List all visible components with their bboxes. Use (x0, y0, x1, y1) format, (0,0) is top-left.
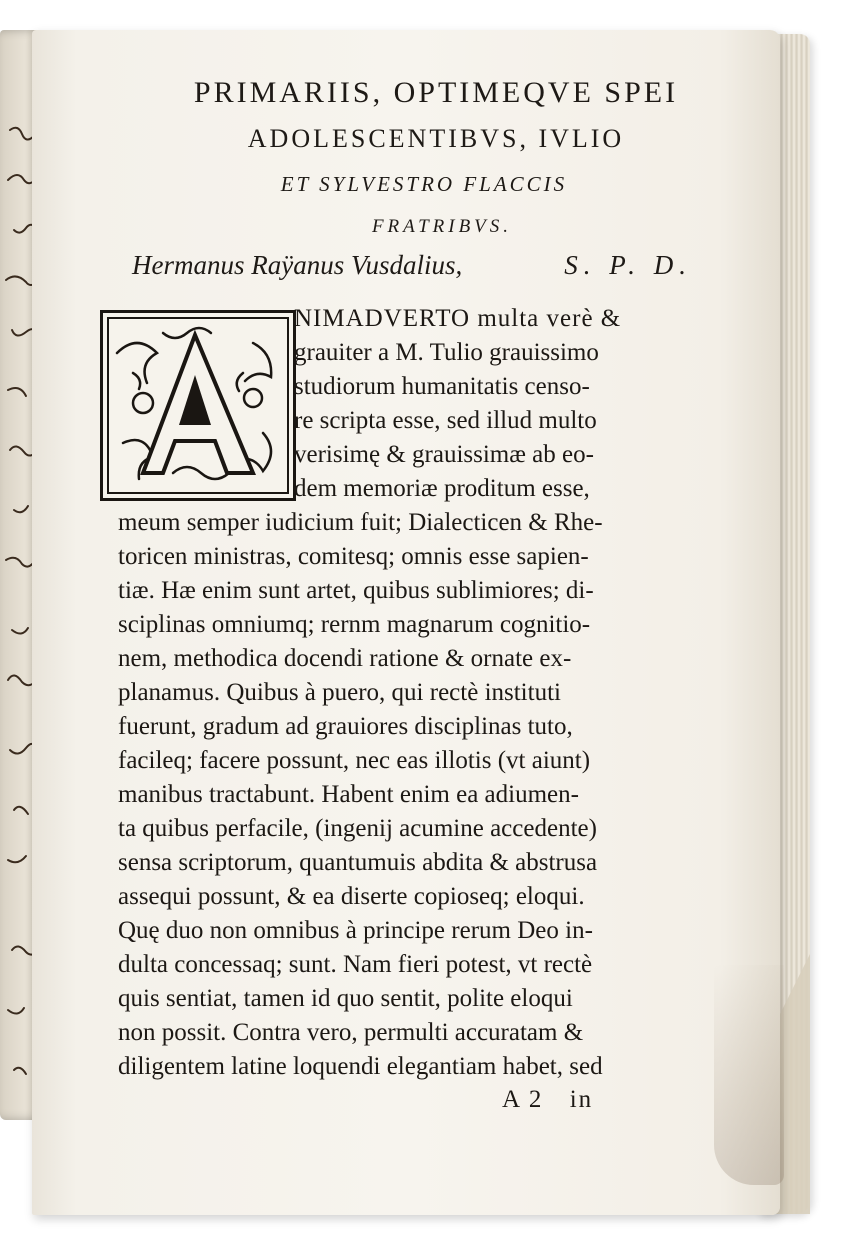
page-footer (502, 1086, 593, 1114)
body-line-22: non possit. Contra vero, permulti accuratam & (118, 1019, 584, 1046)
body-line-15: manibus tractabunt. Habent enim ea adiumen- (118, 781, 579, 808)
heading-line-1: PRIMARIIS, OPTIMEQVE SPEI (193, 76, 679, 109)
decorated-initial (100, 310, 296, 501)
body-line-10: sciplinas omniumq; rernm magnarum cognitio- (118, 611, 591, 638)
author-line (132, 250, 692, 281)
heading-line-4: FRATRIBVS. (371, 216, 513, 237)
catchword: in (569, 1086, 594, 1113)
body-line-19: Quę duo non omnibus à principe rerum Deo in- (118, 917, 593, 944)
salutation: S. P. D. (564, 250, 692, 280)
body-line-17: sensa scriptorum, quantumuis abdita & abstrusa (118, 849, 598, 876)
author-name: Hermanus Raÿanus Vusdalius, (132, 250, 463, 280)
signature-mark: A 2 (502, 1086, 544, 1113)
book-page (32, 30, 780, 1215)
body-line-1: NIMADVERTO multa verè & (294, 305, 622, 332)
body-line-6: dem memoriæ proditum esse, (294, 475, 590, 502)
body-line-20: dulta concessaq; sunt. Nam fieri potest, vt rectè (118, 951, 593, 978)
body-line-7: meum semper iudicium fuit; Dialecticen & Rhe- (118, 509, 603, 536)
body-line-2: grauiter a M. Tulio grauissimo (294, 339, 599, 366)
body-line-13: fuerunt, gradum ad grauiores disciplinas tuto, (118, 713, 573, 740)
body-line-18: assequi possunt, & ea diserte copioseq; eloqui. (118, 883, 585, 910)
body-line-4: re scripta esse, sed illud multo (294, 407, 597, 434)
body-line-16: ta quibus perfacile, (ingenij acumine accedente) (118, 815, 597, 842)
body-line-5: verisimę & grauissimæ ab eo- (294, 441, 594, 468)
body-line-11: nem, methodica docendi ratione & ornate ex- (118, 645, 572, 672)
body-line-23: diligentem latine loquendi elegantiam habet, sed (118, 1053, 603, 1080)
body-line-12: planamus. Quibus à puero, qui rectè instituti (118, 679, 561, 706)
body-line-21: quis sentiat, tamen id quo sentit, polite eloqui (118, 985, 573, 1012)
body-line-9: tiæ. Hæ enim sunt artet, quibus sublimiores; di- (118, 577, 594, 604)
body-line-14: facileq; facere possunt, nec eas illotis (vt aiunt) (118, 747, 591, 774)
body-line-3: studiorum humanitatis censo- (294, 373, 590, 400)
woodcut-initial-a-icon (103, 313, 287, 492)
body-line-8: toricen ministras, comitesq; omnis esse sapien- (118, 543, 589, 570)
heading-line-2: ADOLESCENTIBVS, IVLIO (247, 124, 625, 153)
heading-line-3: ET SYLVESTRO FLACCIS (280, 172, 568, 196)
